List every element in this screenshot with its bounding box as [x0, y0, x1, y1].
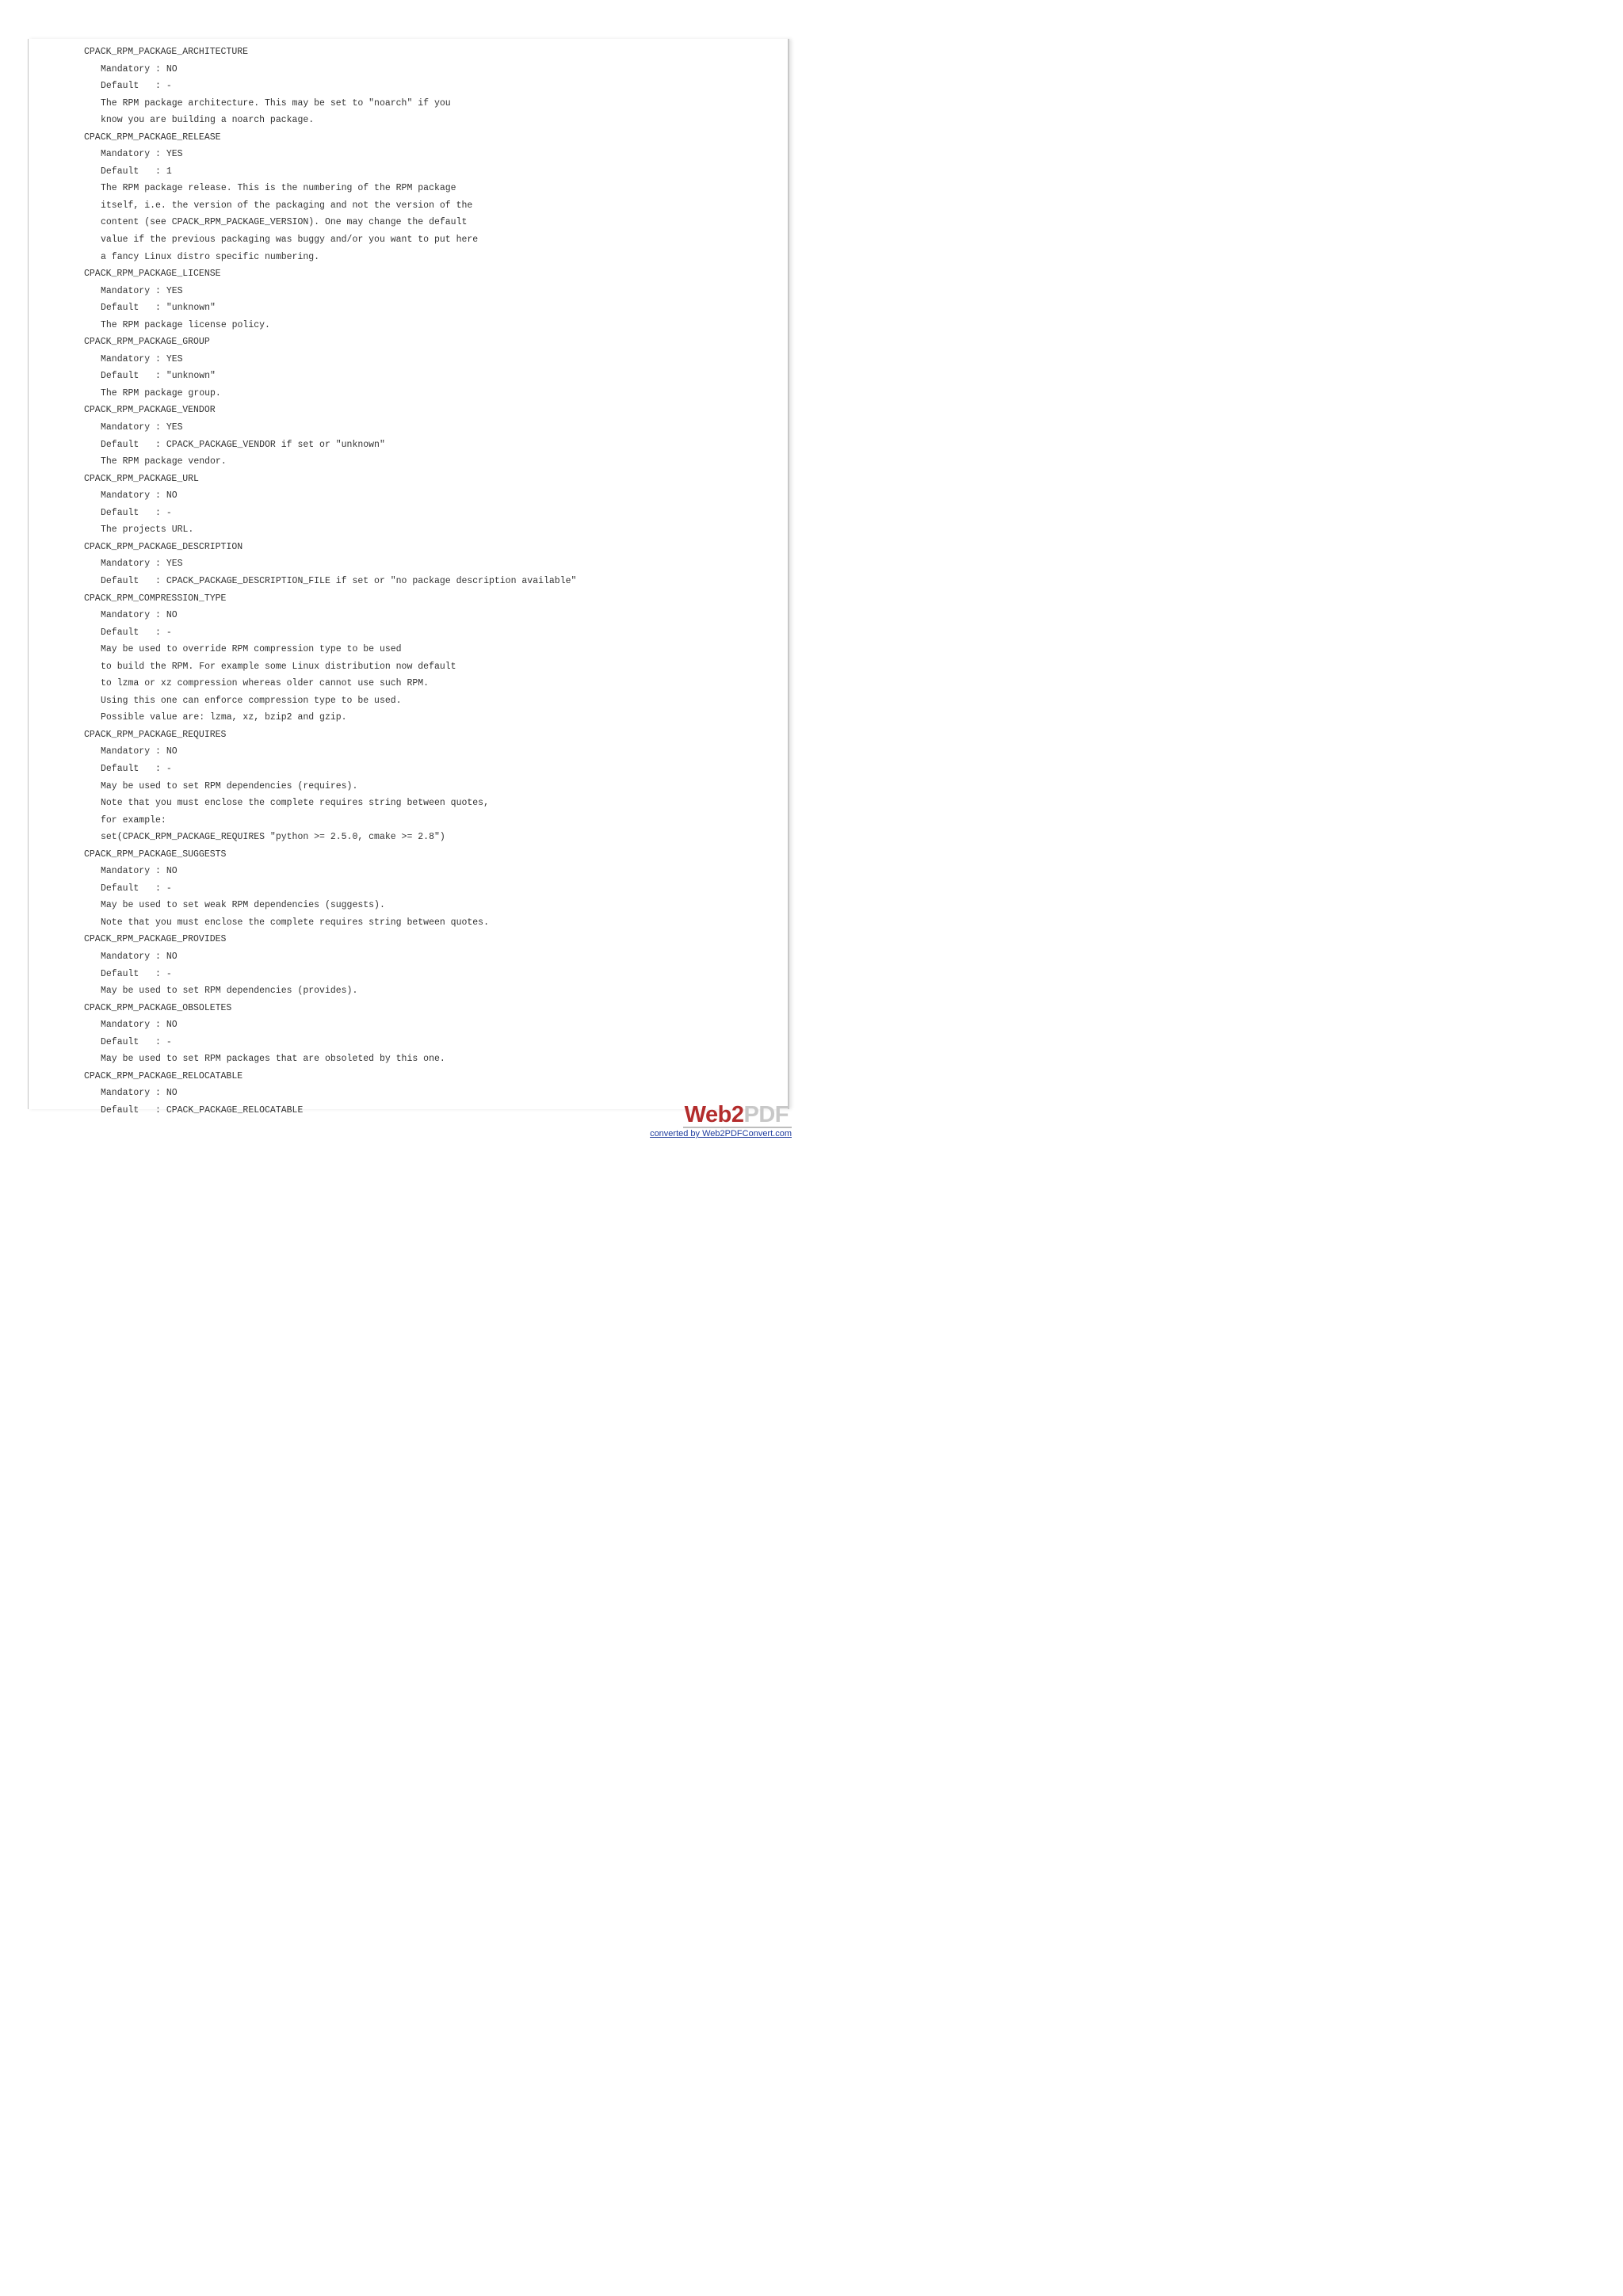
- variable-name: CPACK_RPM_PACKAGE_PROVIDES: [84, 934, 227, 945]
- web2pdf-link[interactable]: converted by Web2PDFConvert.com: [650, 1129, 792, 1138]
- variable-detail-line: May be used to set RPM dependencies (requires).: [101, 780, 358, 791]
- variable-name: CPACK_RPM_PACKAGE_RELOCATABLE: [84, 1070, 243, 1081]
- variable-detail-line: to lzma or xz compression whereas older cannot use such RPM.: [101, 678, 430, 689]
- variable-detail-line: Default : -: [101, 627, 172, 638]
- variable-name: CPACK_RPM_PACKAGE_LICENSE: [84, 269, 221, 280]
- logo-web-text: Web2: [684, 1102, 744, 1127]
- variable-detail-line: Default : -: [101, 968, 172, 979]
- variable-name: CPACK_RPM_PACKAGE_ARCHITECTURE: [84, 47, 249, 57]
- variable-name: CPACK_RPM_COMPRESSION_TYPE: [84, 593, 227, 604]
- variable-detail-line: May be used to override RPM compression type to be used: [101, 644, 402, 655]
- variable-detail-line: Mandatory : NO: [101, 866, 178, 877]
- variable-detail-line: set(CPACK_RPM_PACKAGE_REQUIRES "python >= 2.5.0, cmake >= 2.8"): [101, 832, 445, 843]
- variable-name: CPACK_RPM_PACKAGE_RELEASE: [84, 132, 221, 143]
- variable-detail-line: value if the previous packaging was buggy and/or you want to put here: [101, 235, 479, 246]
- variable-detail-line: Mandatory : YES: [101, 422, 183, 433]
- variable-detail-line: content (see CPACK_RPM_PACKAGE_VERSION). One may change the default: [101, 217, 468, 228]
- variable-detail-line: Mandatory : YES: [101, 559, 183, 570]
- web2pdf-logo: [683, 1103, 792, 1128]
- variable-name: CPACK_RPM_PACKAGE_DESCRIPTION: [84, 541, 243, 552]
- variable-name: CPACK_RPM_PACKAGE_URL: [84, 473, 199, 484]
- variable-detail-line: The RPM package release. This is the numbering of the RPM package: [101, 183, 456, 194]
- variable-detail-line: May be used to set RPM packages that are obsoleted by this one.: [101, 1054, 445, 1065]
- variable-detail-line: Default : -: [101, 883, 172, 894]
- variable-detail-line: Default : "unknown": [101, 303, 216, 314]
- variable-detail-line: Mandatory : YES: [101, 149, 183, 160]
- variable-detail-line: Default : CPACK_PACKAGE_VENDOR if set or "unknown": [101, 439, 385, 450]
- variable-detail-line: May be used to set weak RPM dependencies (suggests).: [101, 900, 385, 911]
- variable-detail-line: Mandatory : NO: [101, 1088, 178, 1099]
- variable-detail-line: itself, i.e. the version of the packaging and not the version of the: [101, 200, 473, 211]
- variable-detail-line: a fancy Linux distro specific numbering.: [101, 251, 320, 262]
- variable-detail-line: The RPM package vendor.: [101, 456, 227, 467]
- variable-detail-line: Using this one can enforce compression type to be used.: [101, 695, 402, 706]
- variable-detail-line: Mandatory : NO: [101, 951, 178, 962]
- variable-detail-line: Default : 1: [101, 166, 172, 177]
- variable-detail-line: Note that you must enclose the complete requires string between quotes.: [101, 917, 489, 928]
- variable-detail-line: Default : CPACK_PACKAGE_DESCRIPTION_FILE if set or "no package description available": [101, 575, 577, 586]
- variable-detail-line: Default : -: [101, 763, 172, 774]
- variable-detail-line: Mandatory : NO: [101, 746, 178, 757]
- logo-pdf-text: PDF: [743, 1102, 789, 1127]
- variable-name: CPACK_RPM_PACKAGE_OBSOLETES: [84, 1002, 232, 1013]
- variable-detail-line: Mandatory : NO: [101, 1020, 178, 1031]
- variable-name: CPACK_RPM_PACKAGE_REQUIRES: [84, 729, 227, 740]
- variable-name: CPACK_RPM_PACKAGE_VENDOR: [84, 405, 216, 416]
- variable-detail-line: The RPM package architecture. This may be set to "noarch" if you: [101, 97, 451, 109]
- variable-detail-line: The RPM package license policy.: [101, 319, 270, 330]
- variable-detail-line: Mandatory : NO: [101, 490, 178, 502]
- variable-detail-line: Note that you must enclose the complete requires string between quotes,: [101, 798, 489, 809]
- variable-detail-line: Mandatory : NO: [101, 63, 178, 74]
- web2pdf-watermark: [633, 1103, 792, 1138]
- variable-detail-line: Mandatory : YES: [101, 353, 183, 364]
- variable-detail-line: for example:: [101, 814, 166, 826]
- variable-name: CPACK_RPM_PACKAGE_GROUP: [84, 337, 210, 348]
- variable-detail-line: Default : -: [101, 81, 172, 92]
- variable-detail-line: Default : -: [101, 507, 172, 518]
- variable-detail-line: May be used to set RPM dependencies (provides).: [101, 986, 358, 997]
- variable-detail-line: The projects URL.: [101, 524, 194, 536]
- variable-detail-line: Mandatory : YES: [101, 285, 183, 296]
- variable-name: CPACK_RPM_PACKAGE_SUGGESTS: [84, 849, 227, 860]
- document-body: [84, 44, 576, 1119]
- variable-detail-line: Default : CPACK_PACKAGE_RELOCATABLE: [101, 1104, 304, 1116]
- variable-detail-line: to build the RPM. For example some Linux distribution now default: [101, 661, 456, 672]
- variable-detail-line: The RPM package group.: [101, 387, 221, 399]
- variable-detail-line: know you are building a noarch package.: [101, 115, 315, 126]
- variable-detail-line: Default : "unknown": [101, 371, 216, 382]
- variable-detail-line: Possible value are: lzma, xz, bzip2 and gzip.: [101, 712, 347, 723]
- variable-detail-line: Mandatory : NO: [101, 610, 178, 621]
- variable-detail-line: Default : -: [101, 1036, 172, 1047]
